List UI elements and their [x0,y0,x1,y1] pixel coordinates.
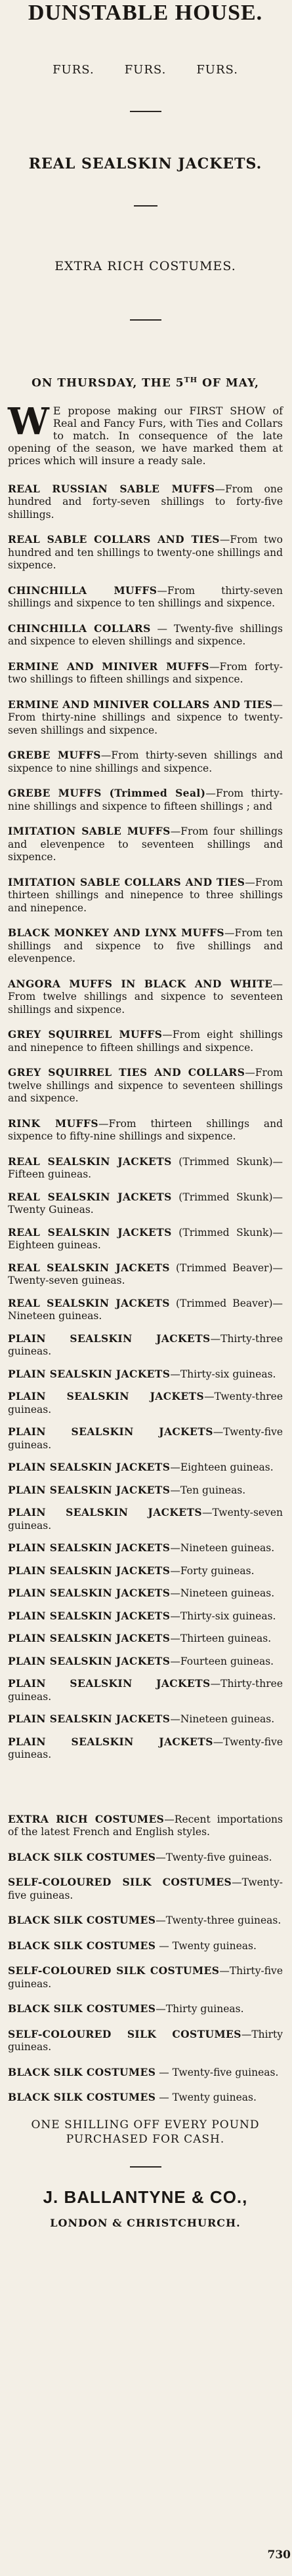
item-lead: REAL SEALSKIN JACKETS [8,1296,170,1309]
item-lead: EXTRA RICH COSTUMES [8,1812,165,1825]
list-item [8,483,283,522]
item-detail: —From thirteen shillings and sixpence to fifty-nine shillings and sixpence. [8,1117,283,1143]
list-item [8,1964,283,1991]
list-item [8,825,283,864]
divider [130,111,161,112]
item-lead: BLACK SILK COSTUMES [8,1939,156,1952]
list-item [8,1066,283,1105]
item-detail: —Twenty-seven guineas. [8,1507,283,1532]
date-after: OF MAY, [198,376,259,390]
item-lead: BLACK SILK COSTUMES [8,2065,156,2078]
list-item [8,2091,283,2105]
item-detail: —From thirty-seven shillings and sixpence to ten shillings and sixpence. [8,584,283,610]
item-lead: REAL SABLE COLLARS AND TIES [8,533,220,546]
furs-word: FURS. [196,63,238,77]
list-item [8,1191,283,1217]
list-item [8,1587,283,1600]
item-detail: —From two hundred and ten shillings to twenty-one shillings and sixpence. [8,534,283,572]
dropcap: W [8,399,49,443]
list-item [8,876,283,915]
item-detail: —Thirty-five guineas. [8,1965,283,1990]
item-detail: — Twenty guineas. [156,1939,257,1952]
furs-word: FURS. [52,63,94,77]
list-item [8,1735,283,1762]
item-detail: —Thirty-six guineas. [170,1610,276,1622]
item-lead: PLAIN SEALSKIN JACKETS [8,1654,171,1667]
item-lead: SELF-COLOURED SILK COSTUMES [8,1876,232,1889]
item-detail: —From eight shillings and ninepence to fifteen shillings and sixpence. [8,1029,283,1054]
item-detail: —From thirteen shillings and ninepence to three shillings and ninepence. [8,876,283,914]
intro-paragraph [8,399,283,467]
list-item [8,1226,283,1252]
item-detail: —From thirty-seven shillings and sixpence to nine shillings and sixpence. [8,749,283,774]
item-lead: PLAIN SEALSKIN JACKETS [8,1367,171,1380]
item-lead: PLAIN SEALSKIN JACKETS [8,1506,203,1519]
list-item [8,2066,283,2080]
item-lead: PLAIN SEALSKIN JACKETS [8,1461,171,1474]
item-lead: BLACK SILK COSTUMES [8,1850,156,1863]
item-detail: —From twelve shillings and sixpence to seventeen shillings and sixpence. [8,978,283,1016]
item-detail: —Ten guineas. [170,1484,246,1496]
item-lead: REAL RUSSIAN SABLE MUFFS [8,482,215,495]
item-lead: PLAIN SEALSKIN JACKETS [8,1390,205,1403]
item-lead: GREY SQUIRREL TIES AND COLLARS [8,1066,245,1079]
item-detail: —Thirty guineas. [8,2028,283,2053]
list-item [8,1677,283,1703]
item-lead: PLAIN SEALSKIN JACKETS [8,1609,171,1622]
item-lead: PLAIN SEALSKIN JACKETS [8,1425,213,1438]
list-item [8,1813,283,1839]
signature: J. BALLANTYNE & CO., [43,2187,248,2207]
list-item [8,787,283,813]
divider [130,319,161,321]
item-lead: REAL SEALSKIN JACKETS [8,1155,172,1168]
item-lead: REAL SEALSKIN JACKETS [8,1261,170,1274]
item-lead: IMITATION SABLE MUFFS [8,825,171,838]
item-detail: —From thirty-nine shillings and sixpence to twenty-seven shillings and sixpence. [8,698,283,736]
item-lead: BLACK SILK COSTUMES [8,2091,156,2104]
item-detail: —From forty-two shillings to fifteen shillings and sixpence. [8,660,283,686]
item-detail: —Nineteen guineas. [170,1713,275,1726]
sealskin-items-list [8,1155,283,1762]
masthead: DUNSTABLE HOUSE. [28,1,263,25]
intro-text: E propose making our FIRST SHOW of Real and Fancy Furs, with Ties and Collars to match. In consequence of the late opening of the season, we have marked them at prices which will insure a ready sale. [8,404,283,467]
list-item [8,1297,283,1323]
item-detail: —Nineteen guineas. [170,1542,275,1555]
item-detail: — Twenty-five shillings and sixpence to eleven shillings and sixpence. [8,622,283,648]
item-detail: —Twenty-three guineas. [8,1391,283,1416]
item-lead: CHINCHILLA MUFFS [8,584,157,597]
item-detail: —Thirty-three guineas. [8,1332,283,1358]
date-before: ON THURSDAY, THE 5 [31,376,184,390]
item-detail: (Trimmed Beaver)—Twenty-seven guineas. [8,1261,283,1287]
item-detail: (Trimmed Skunk)—Twenty Guineas. [8,1191,283,1216]
date-line [8,376,283,390]
item-detail: —Twenty-five guineas. [156,1851,272,1863]
item-detail: —Twenty-five guineas. [8,1426,283,1451]
item-lead: PLAIN SEALSKIN JACKETS [8,1541,171,1555]
item-lead: SELF-COLOURED SILK COSTUMES [8,1964,220,1977]
item-lead: GREY SQUIRREL MUFFS [8,1028,163,1041]
heading-sealskin: REAL SEALSKIN JACKETS. [28,155,262,172]
item-detail: —Forty guineas. [170,1564,255,1577]
item-detail: — Twenty guineas. [156,2091,257,2104]
list-item [8,1117,283,1143]
item-detail: —Recent importations of the latest French and English styles. [8,1813,283,1838]
item-lead: BLACK SILK COSTUMES [8,2002,156,2015]
item-detail: —Thirty guineas. [156,2003,244,2015]
address: LONDON & CHRISTCHURCH. [50,2216,241,2229]
list-item [8,660,283,686]
item-lead: PLAIN SEALSKIN JACKETS [8,1332,211,1345]
item-lead: IMITATION SABLE COLLARS AND TIES [8,875,245,888]
page-number: 730 [267,2548,291,2562]
list-item [8,978,283,1017]
list-item [8,2028,283,2054]
subheading-costumes: EXTRA RICH COSTUMES. [54,259,236,273]
item-lead: REAL SEALSKIN JACKETS [8,1225,172,1238]
list-item [8,1610,283,1623]
item-lead: PLAIN SEALSKIN JACKETS [8,1483,171,1496]
list-item [8,1632,283,1646]
item-detail: (Trimmed Skunk)—Eighteen guineas. [8,1226,283,1252]
item-detail: —Thirteen guineas. [170,1633,272,1645]
item-detail: —Twenty-three guineas. [156,1914,282,1927]
item-lead: ANGORA MUFFS IN BLACK AND WHITE [8,977,273,990]
furs-line [8,63,283,77]
list-item [8,1914,283,1928]
item-detail: —Thirty-three guineas. [8,1678,283,1703]
date-sup: TH [184,376,198,384]
list-item [8,584,283,610]
item-detail: —Twenty-five guineas. [8,1876,283,1901]
item-detail: —Eighteen guineas. [170,1461,274,1474]
item-lead: BLACK MONKEY AND LYNX MUFFS [8,926,224,940]
list-item [8,1368,283,1381]
item-detail: —From one hundred and forty-seven shillings to forty-five shillings. [8,483,283,521]
item-lead: ERMINE AND MINIVER MUFFS [8,660,209,673]
item-detail: —Twenty-five guineas. [8,1735,283,1761]
list-item [8,1425,283,1452]
list-item [8,1484,283,1497]
list-item [8,533,283,572]
fur-items-list [8,483,283,1143]
item-detail: —From four shillings and elevenpence to seventeen shillings and sixpence. [8,825,283,863]
item-detail: —From thirty-nine shillings and sixpence to fifteen shillings ; and [8,787,283,812]
item-detail: — Twenty-five guineas. [156,2066,279,2078]
list-item [8,1390,283,1416]
item-lead: PLAIN SEALSKIN JACKETS [8,1677,211,1690]
item-lead: GREBE MUFFS [8,749,101,762]
list-item [8,2002,283,2016]
costume-items-list [8,1813,283,2105]
item-lead: BLACK SILK COSTUMES [8,1914,156,1927]
item-detail: (Trimmed Beaver)—Nineteen guineas. [8,1297,283,1322]
item-detail: (Trimmed Skunk)—Fifteen guineas. [8,1155,283,1181]
list-item [8,749,283,775]
list-item [8,1851,283,1865]
item-lead: PLAIN SEALSKIN JACKETS [8,1713,171,1726]
item-lead: PLAIN SEALSKIN JACKETS [8,1587,171,1600]
item-lead: PLAIN SEALSKIN JACKETS [8,1564,171,1577]
item-lead: SELF-COLOURED SILK COSTUMES [8,2027,241,2040]
item-detail: —From ten shillings and sixpence to five shillings and elevenpence. [8,927,283,965]
cash-offer: ONE SHILLING OFF EVERY POUND PURCHASED FOR CASH. [31,2118,260,2146]
item-detail: —Fourteen guineas. [170,1655,274,1667]
item-detail: —Nineteen guineas. [170,1587,275,1600]
list-item [8,1876,283,1902]
item-lead: CHINCHILLA COLLARS [8,622,151,635]
list-item [8,1461,283,1475]
list-item [8,1155,283,1181]
item-lead: GREBE MUFFS (Trimmed Seal) [8,787,206,800]
list-item [8,1028,283,1054]
list-item [8,1506,283,1532]
list-item [8,1332,283,1358]
item-lead: PLAIN SEALSKIN JACKETS [8,1735,213,1748]
list-item [8,1261,283,1288]
item-lead: ERMINE AND MINIVER COLLARS AND TIES [8,698,273,711]
item-lead: RINK MUFFS [8,1117,98,1130]
item-lead: PLAIN SEALSKIN JACKETS [8,1632,171,1645]
divider [130,2166,161,2168]
item-lead: REAL SEALSKIN JACKETS [8,1190,172,1203]
list-item [8,698,283,738]
list-item [8,622,283,648]
list-item [8,1655,283,1669]
list-item [8,1541,283,1555]
divider [134,205,157,207]
furs-word: FURS. [124,63,167,77]
list-item [8,926,283,966]
item-detail: —From twelve shillings and sixpence to seventeen shillings and sixpence. [8,1067,283,1105]
list-item [8,1564,283,1578]
list-item [8,1939,283,1953]
item-detail: —Thirty-six guineas. [170,1368,276,1380]
list-item [8,1713,283,1726]
